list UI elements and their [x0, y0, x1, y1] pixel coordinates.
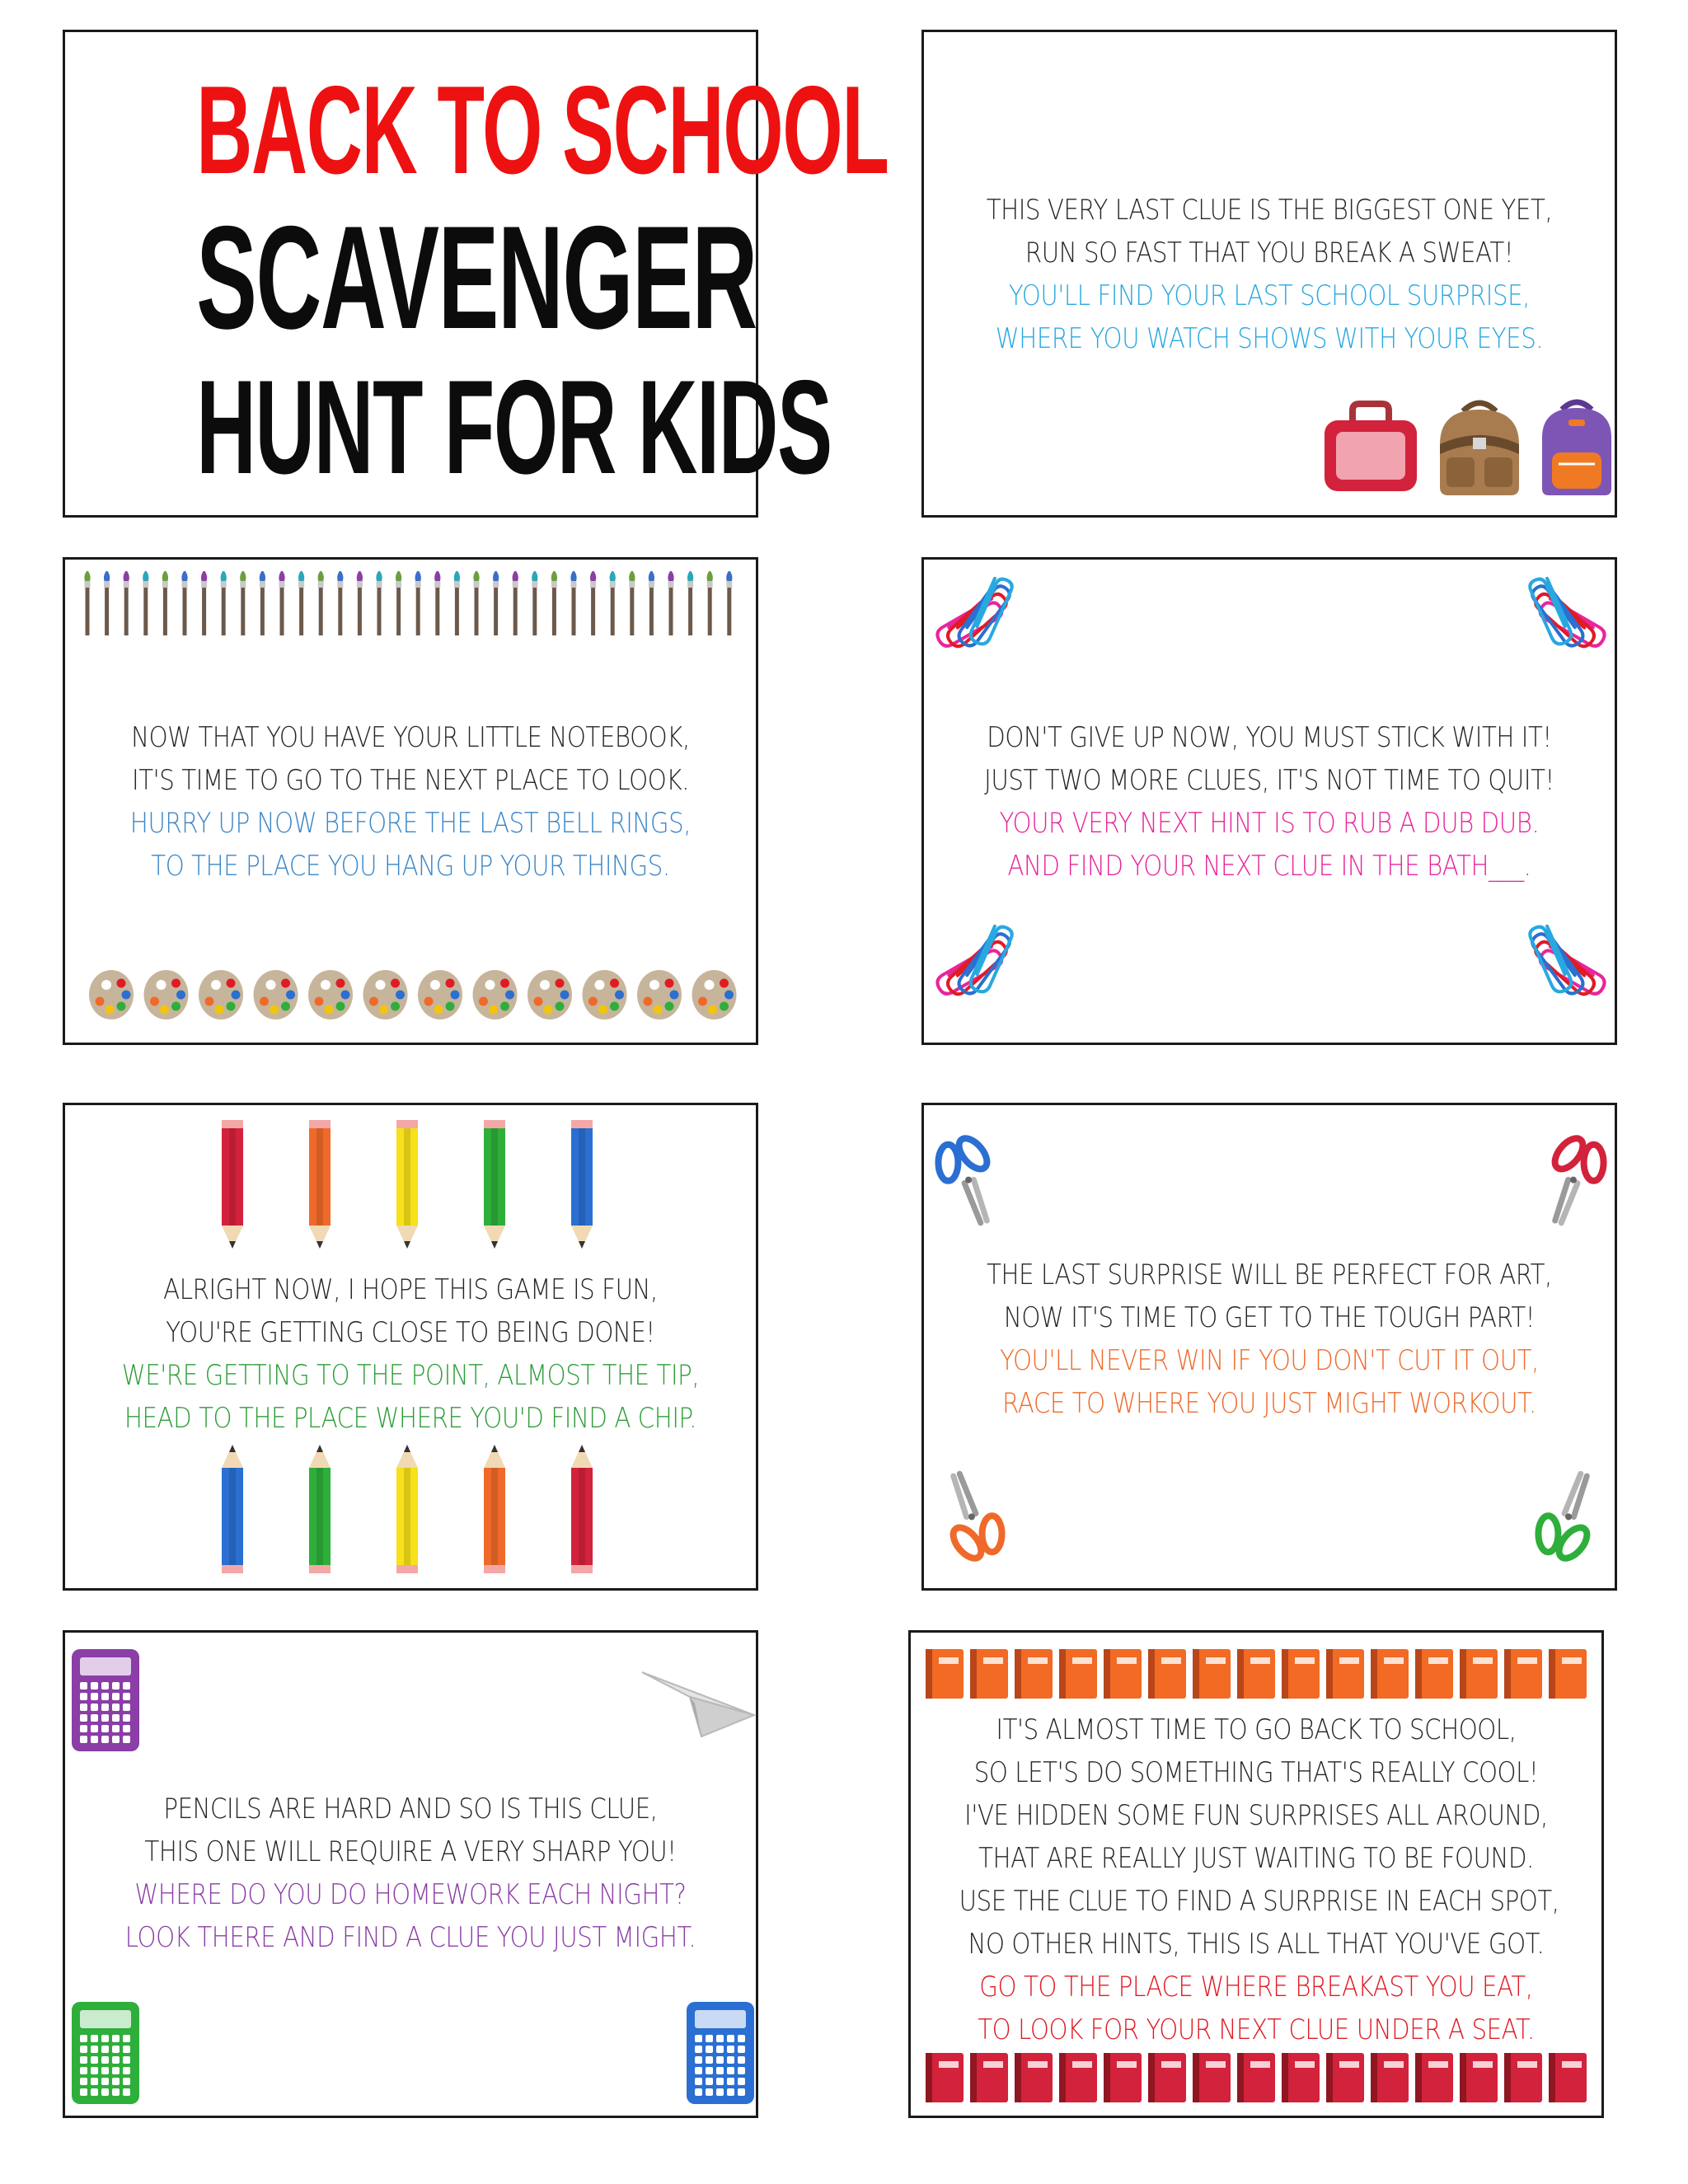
book-icon: [1326, 1649, 1364, 1699]
paintbrush-icon: [454, 571, 460, 635]
clue-line: YOU'RE GETTING CLOSE TO BEING DONE!: [166, 1316, 655, 1349]
calculator-icon: [685, 2000, 756, 2106]
palette-icon: [692, 970, 737, 1019]
clue-line: THAT ARE REALLY JUST WAITING TO BE FOUND.: [978, 1842, 1534, 1875]
paintbrush-icon: [590, 571, 596, 635]
book-icon: [1015, 2053, 1053, 2102]
paintbrush-row: [82, 571, 741, 654]
colored-pencil-icon: [222, 1445, 243, 1573]
paintbrush-icon: [124, 571, 129, 635]
paintbrush-icon: [687, 571, 693, 635]
scissors-icon: [1526, 1468, 1608, 1575]
backpack-icon: [1536, 395, 1618, 498]
clue-card-closet: [63, 557, 758, 1045]
clue-hint-line: YOU'LL NEVER WIN IF YOU DON'T CUT IT OUT,: [1000, 1344, 1539, 1377]
book-icon: [1504, 1649, 1542, 1699]
palette-icon: [89, 970, 134, 1019]
palette-icon: [637, 970, 682, 1019]
paintbrush-icon: [629, 571, 635, 635]
book-icon: [1460, 2053, 1498, 2102]
clue-line: NOW THAT YOU HAVE YOUR LITTLE NOTEBOOK,: [131, 721, 690, 754]
clue-hint-line: AND FIND YOUR NEXT CLUE IN THE BATH___.: [1007, 850, 1531, 883]
paintbrush-icon: [337, 571, 343, 635]
paintbrush-icon: [610, 571, 616, 635]
book-icon: [1371, 2053, 1409, 2102]
clue-line: DON'T GIVE UP NOW, YOU MUST STICK WITH IT!: [987, 721, 1552, 754]
paperclip-icon: [934, 574, 1033, 665]
clue-card-workout: [921, 1103, 1617, 1591]
colored-pencil-icon: [571, 1120, 593, 1249]
paintbrush-icon: [415, 571, 421, 635]
palette-icon: [418, 970, 462, 1019]
clue-hint-line: GO TO THE PLACE WHERE BREAKAST YOU EAT,: [979, 1971, 1533, 2004]
calculator-icon: [70, 1647, 141, 1753]
clue-hint-line: HURRY UP NOW BEFORE THE LAST BELL RINGS,: [129, 807, 692, 840]
book-icon: [1148, 2053, 1186, 2102]
clue-line: USE THE CLUE TO FIND A SURPRISE IN EACH SPOT,: [959, 1885, 1559, 1918]
paintbrush-icon: [668, 571, 673, 635]
book-icon: [1059, 2053, 1097, 2102]
palette-icon: [199, 970, 243, 1019]
clue-text: [65, 1788, 756, 1959]
paintbrush-icon: [570, 571, 576, 635]
paintbrush-icon: [396, 571, 401, 635]
title-card: [63, 30, 889, 518]
clue-line: PENCILS ARE HARD AND SO IS THIS CLUE,: [163, 1793, 658, 1825]
paintbrush-icon: [532, 571, 537, 635]
book-icon: [1415, 1649, 1453, 1699]
book-icon: [1282, 2053, 1320, 2102]
book-icon: [1237, 2053, 1275, 2102]
paintbrush-icon: [201, 571, 207, 635]
clue-text: [911, 1708, 1601, 2051]
colored-pencil-icon: [396, 1120, 418, 1249]
paintbrush-icon: [434, 571, 440, 635]
palette-icon: [254, 970, 298, 1019]
clue-card-chips: [63, 1103, 758, 1591]
paintbrush-icon: [162, 571, 168, 635]
book-icon: [1549, 1649, 1587, 1699]
clue-hint-line: TO LOOK FOR YOUR NEXT CLUE UNDER A SEAT.: [978, 2013, 1535, 2046]
clue-text: [65, 1268, 756, 1440]
colored-pencil-icon: [484, 1120, 505, 1249]
clue-hint-line: YOUR VERY NEXT HINT IS TO RUB A DUB DUB.: [999, 807, 1540, 840]
clue-line: IT'S TIME TO GO TO THE NEXT PLACE TO LOOK.: [132, 764, 689, 797]
book-icon: [1148, 1649, 1186, 1699]
clue-line: THIS ONE WILL REQUIRE A VERY SHARP YOU!: [144, 1835, 677, 1868]
book-icon: [1282, 1649, 1320, 1699]
paintbrush-icon: [298, 571, 304, 635]
backpack-icon: [1428, 395, 1531, 498]
scissors-icon: [1534, 1122, 1616, 1229]
lunchbox-icon: [1321, 399, 1420, 494]
book-icon: [1371, 1649, 1409, 1699]
book-icon: [1015, 1649, 1053, 1699]
clue-line: SO LET'S DO SOMETHING THAT'S REALLY COOL!: [973, 1756, 1539, 1789]
book-icon: [1193, 2053, 1231, 2102]
title-line-2: SCAVENGER: [196, 195, 757, 359]
paintbrush-icon: [707, 571, 713, 635]
colored-pencil-icon: [396, 1445, 418, 1573]
paintbrush-icon: [551, 571, 557, 635]
paintbrush-icon: [260, 571, 265, 635]
paintbrush-icon: [493, 571, 499, 635]
colored-pencil-icon: [309, 1120, 331, 1249]
clue-line: ALRIGHT NOW, I HOPE THIS GAME IS FUN,: [163, 1273, 658, 1306]
paintbrush-icon: [318, 571, 324, 635]
clue-hint-line: YOU'LL FIND YOUR LAST SCHOOL SURPRISE,: [1008, 279, 1531, 312]
colored-pencil-row: [213, 1445, 642, 1577]
book-icon: [1415, 2053, 1453, 2102]
paintbrush-icon: [513, 571, 518, 635]
book-icon: [926, 1649, 964, 1699]
paintbrush-icon: [376, 571, 382, 635]
scissors-icon: [926, 1122, 1008, 1229]
book-icon: [970, 2053, 1008, 2102]
paintbrush-icon: [279, 571, 284, 635]
clue-line: THIS VERY LAST CLUE IS THE BIGGEST ONE YET,: [986, 194, 1553, 227]
clue-card-bath: [921, 557, 1617, 1045]
colored-pencil-icon: [571, 1445, 593, 1573]
clue-line: I'VE HIDDEN SOME FUN SURPRISES ALL AROUND,: [964, 1799, 1548, 1832]
clue-text: [65, 716, 756, 888]
paintbrush-icon: [726, 571, 732, 635]
clue-line: RUN SO FAST THAT YOU BREAK A SWEAT!: [1025, 237, 1514, 269]
paper-airplane-icon: [640, 1657, 756, 1740]
clue-hint-line: RACE TO WHERE YOU JUST MIGHT WORKOUT.: [1002, 1387, 1536, 1420]
paintbrush-icon: [357, 571, 363, 635]
title-line-1: BACK TO SCHOOL: [196, 60, 889, 200]
clue-text: [924, 189, 1615, 360]
clue-line: NO OTHER HINTS, THIS IS ALL THAT YOU'VE GOT.: [968, 1928, 1545, 1961]
book-icon: [1104, 1649, 1142, 1699]
paintbrush-icon: [84, 571, 90, 635]
clue-card-desk: [63, 1630, 758, 2118]
book-icon: [1326, 2053, 1364, 2102]
book-icon: [1104, 2053, 1142, 2102]
book-icon: [1059, 1649, 1097, 1699]
clue-hint-line: TO THE PLACE YOU HANG UP YOUR THINGS.: [151, 850, 670, 883]
paperclip-icon: [934, 922, 1033, 1013]
calculator-icon: [70, 2000, 141, 2106]
book-icon: [1237, 1649, 1275, 1699]
palette-icon: [308, 970, 353, 1019]
palette-icon: [583, 970, 627, 1019]
book-icon: [926, 2053, 964, 2102]
clue-line: THE LAST SURPRISE WILL BE PERFECT FOR ART,: [987, 1258, 1552, 1291]
title-line-3: HUNT FOR KIDS: [196, 353, 832, 502]
clue-hint-line: LOOK THERE AND FIND A CLUE YOU JUST MIGHT.: [124, 1921, 696, 1954]
paintbrush-icon: [240, 571, 246, 635]
colored-pencil-icon: [484, 1445, 505, 1573]
palette-icon: [363, 970, 408, 1019]
clue-card-start: [908, 1630, 1604, 2118]
book-row: [926, 2051, 1592, 2106]
book-icon: [1193, 1649, 1231, 1699]
colored-pencil-icon: [309, 1445, 331, 1573]
book-icon: [1549, 2053, 1587, 2102]
paintbrush-icon: [181, 571, 187, 635]
paintbrush-icon: [649, 571, 654, 635]
clue-text: [924, 1254, 1615, 1425]
palette-icon: [144, 970, 189, 1019]
paperclip-icon: [1509, 574, 1608, 665]
colored-pencil-icon: [222, 1120, 243, 1249]
palette-icon: [473, 970, 518, 1019]
palette-row: [88, 968, 748, 1026]
book-icon: [1460, 1649, 1498, 1699]
clue-hint-line: WE'RE GETTING TO THE POINT, ALMOST THE TIP,: [121, 1359, 700, 1392]
colored-pencil-row: [213, 1120, 642, 1252]
paintbrush-icon: [104, 571, 110, 635]
clue-hint-line: HEAD TO THE PLACE WHERE YOU'D FIND A CHIP.: [124, 1402, 697, 1435]
paintbrush-icon: [221, 571, 227, 635]
book-icon: [1504, 2053, 1542, 2102]
scissors-icon: [932, 1468, 1015, 1575]
paintbrush-icon: [473, 571, 479, 635]
book-icon: [970, 1649, 1008, 1699]
book-row: [926, 1647, 1592, 1702]
palette-icon: [528, 970, 572, 1019]
clue-hint-line: WHERE DO YOU DO HOMEWORK EACH NIGHT?: [134, 1878, 687, 1911]
paintbrush-icon: [143, 571, 148, 635]
clue-card-tv: [921, 30, 1617, 518]
paperclip-icon: [1509, 922, 1608, 1013]
clue-line: NOW IT'S TIME TO GET TO THE TOUGH PART!: [1003, 1301, 1536, 1334]
clue-line: IT'S ALMOST TIME TO GO BACK TO SCHOOL,: [996, 1713, 1517, 1746]
clue-hint-line: WHERE YOU WATCH SHOWS WITH YOUR EYES.: [995, 322, 1544, 355]
clue-text: [924, 716, 1615, 888]
clue-line: JUST TWO MORE CLUES, IT'S NOT TIME TO QUIT!: [984, 764, 1554, 797]
